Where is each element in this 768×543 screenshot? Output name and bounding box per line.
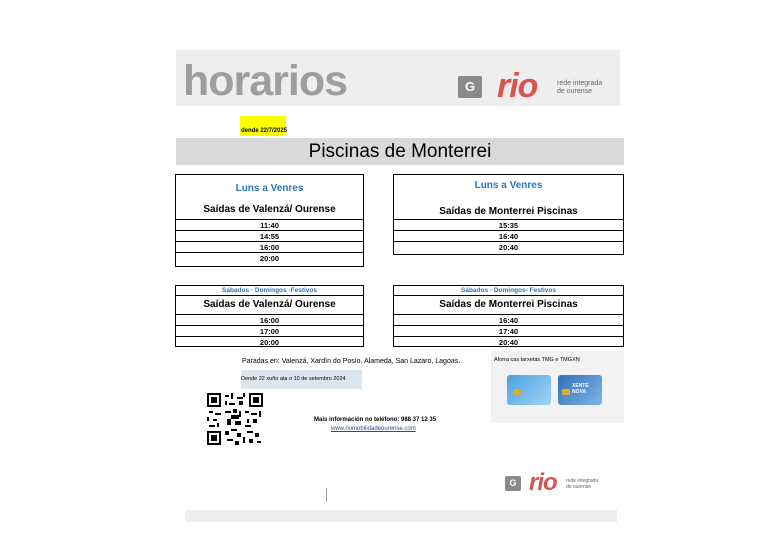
validity-text: Dende 22 xuño ata o 10 de setembro 2024 (241, 376, 346, 382)
table-heading: Saídas de Valenzá/ Ourense (203, 204, 336, 215)
tmgxn-card-image (558, 375, 602, 405)
table-heading: Saídas de Monterrei Piscinas (439, 299, 578, 310)
divider (326, 488, 327, 502)
time-row: 11:40 (176, 219, 363, 230)
time-row: 15:35 (394, 219, 623, 230)
time-row: 16:00 (176, 314, 363, 325)
rio-tagline-2: de ourense (557, 88, 593, 95)
qr-code[interactable] (207, 393, 263, 445)
tmg-card-image (507, 375, 551, 405)
weekend-return-table (393, 285, 624, 347)
stops-text: Paradas en: Valenzá, Xardín do Posío, Alameda, San Lazaro, Lagoas. (242, 358, 461, 365)
route-title: Piscinas de Monterrei (308, 141, 492, 162)
time-row: 20:40 (394, 336, 623, 347)
time-row: 20:00 (176, 336, 363, 347)
time-row: 16:40 (394, 230, 623, 241)
website-link[interactable]: www.riomobilidadeourense.com (331, 426, 416, 432)
footer-rio-tagline-2: de ourense (566, 484, 592, 490)
time-row: 17:40 (394, 325, 623, 336)
rio-tagline-1: rede integrada (557, 80, 603, 87)
card-label: XENTE NOVA (572, 383, 589, 395)
time-row: 20:40 (394, 241, 623, 252)
rio-logo: rio (497, 67, 538, 105)
time-row: 16:00 (176, 241, 363, 252)
days-label: Luns a Venres (235, 183, 304, 194)
days-label: Sábados - Domingos- Festivos (394, 286, 623, 296)
cards-text: Aforra cas tarxetas TMG e TMGXN (494, 357, 580, 363)
footer-rio-logo: rio (529, 469, 557, 496)
time-row: 14:55 (176, 230, 363, 241)
table-heading: Saídas de Valenzá/ Ourense (203, 299, 336, 310)
days-label: Luns a Venres (474, 180, 543, 191)
info-phone: Mais información no teléfono: 988 37 12 35 (314, 417, 437, 423)
valid-date: dende 22/7/2025 (241, 128, 288, 134)
time-row: 16:40 (394, 314, 623, 325)
days-label: Sábados - Domingos -Festivos (176, 286, 363, 296)
table-heading: Saídas de Monterrei Piscinas (439, 206, 578, 217)
header-title: horarios (183, 57, 348, 105)
time-row: 17:00 (176, 325, 363, 336)
footer-rio-tagline-1: rede integrada (566, 478, 599, 484)
weekday-return-table (393, 174, 624, 255)
weekend-outbound-table (175, 285, 364, 347)
footer-ga-logo: G (505, 476, 521, 491)
weekday-outbound-table (175, 174, 364, 267)
ga-logo: G (458, 76, 482, 98)
footer-bar (185, 510, 617, 522)
time-row: 20:00 (176, 252, 363, 263)
